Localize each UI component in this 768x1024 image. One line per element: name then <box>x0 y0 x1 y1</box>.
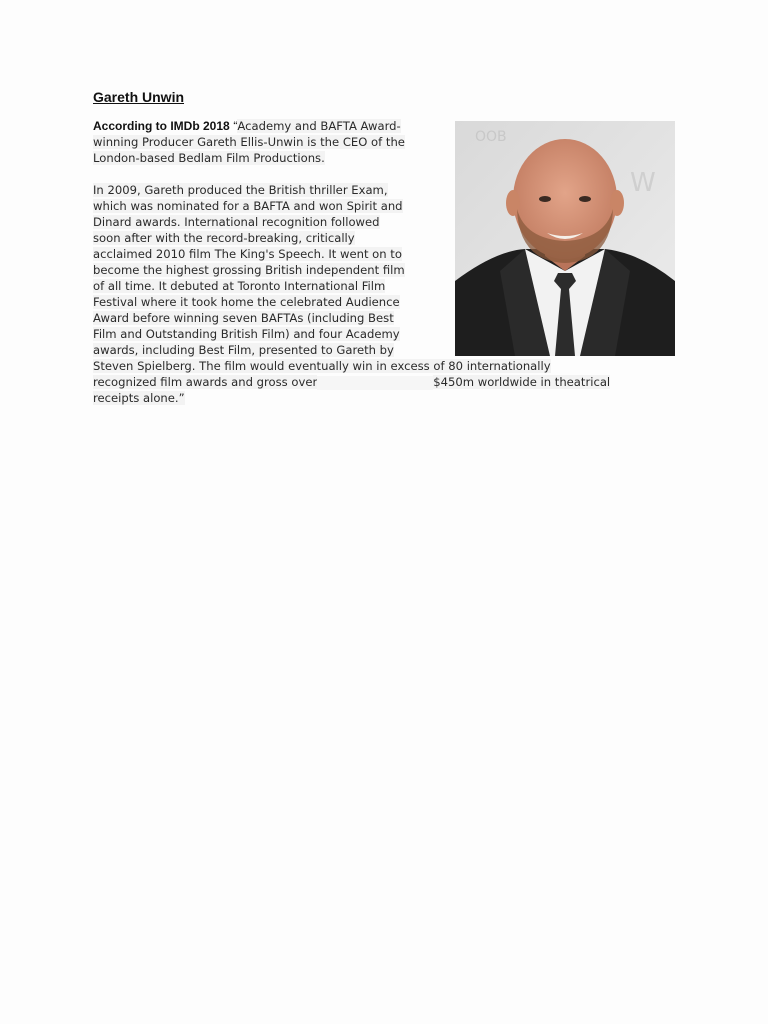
text-line: Dinard awards. International recognition followed <box>93 215 380 229</box>
text-line: recognized film awards and gross over <box>93 375 318 389</box>
text-line: become the highest grossing British independent film <box>93 263 405 277</box>
text-line: awards, including Best Film, presented to Gareth by <box>93 343 394 357</box>
text-line: acclaimed 2010 film The King's Speech. It went on to <box>93 247 402 261</box>
text-line: which was nominated for a BAFTA and won Spirit and <box>93 199 403 213</box>
text-line: Film and Outstanding British Film) and four Academy <box>93 327 400 341</box>
text-line <box>93 118 663 134</box>
blank-gap <box>317 376 433 390</box>
open-quote: “ <box>233 119 238 133</box>
text-line: $450m worldwide in theatrical <box>433 375 611 389</box>
text-line: receipts alone.” <box>93 391 185 405</box>
paragraph-gap <box>93 166 663 182</box>
text-line: soon after with the record-breaking, critically <box>93 231 355 245</box>
svg-text:W: W <box>630 168 656 198</box>
bio-text <box>93 118 663 406</box>
text-line: London-based Bedlam Film Productions. <box>93 151 325 165</box>
page-title: Gareth Unwin <box>93 89 185 105</box>
text-line: In 2009, Gareth produced the British thriller Exam, <box>93 183 388 197</box>
text-line: Festival where it took home the celebrated Audience <box>93 295 400 309</box>
text-line: Academy and BAFTA Award- <box>237 119 401 133</box>
text-line: Steven Spielberg. The film would eventually win in excess of 80 internationally <box>93 359 551 373</box>
text-line: of all time. It debuted at Toronto International Film <box>93 279 386 293</box>
text-line: winning Producer Gareth Ellis-Unwin is the CEO of the <box>93 135 405 149</box>
source-label: According to IMDb 2018 <box>93 119 230 133</box>
svg-text:OOB: OOB <box>475 129 507 145</box>
text-line: Award before winning seven BAFTAs (including Best <box>93 311 394 325</box>
